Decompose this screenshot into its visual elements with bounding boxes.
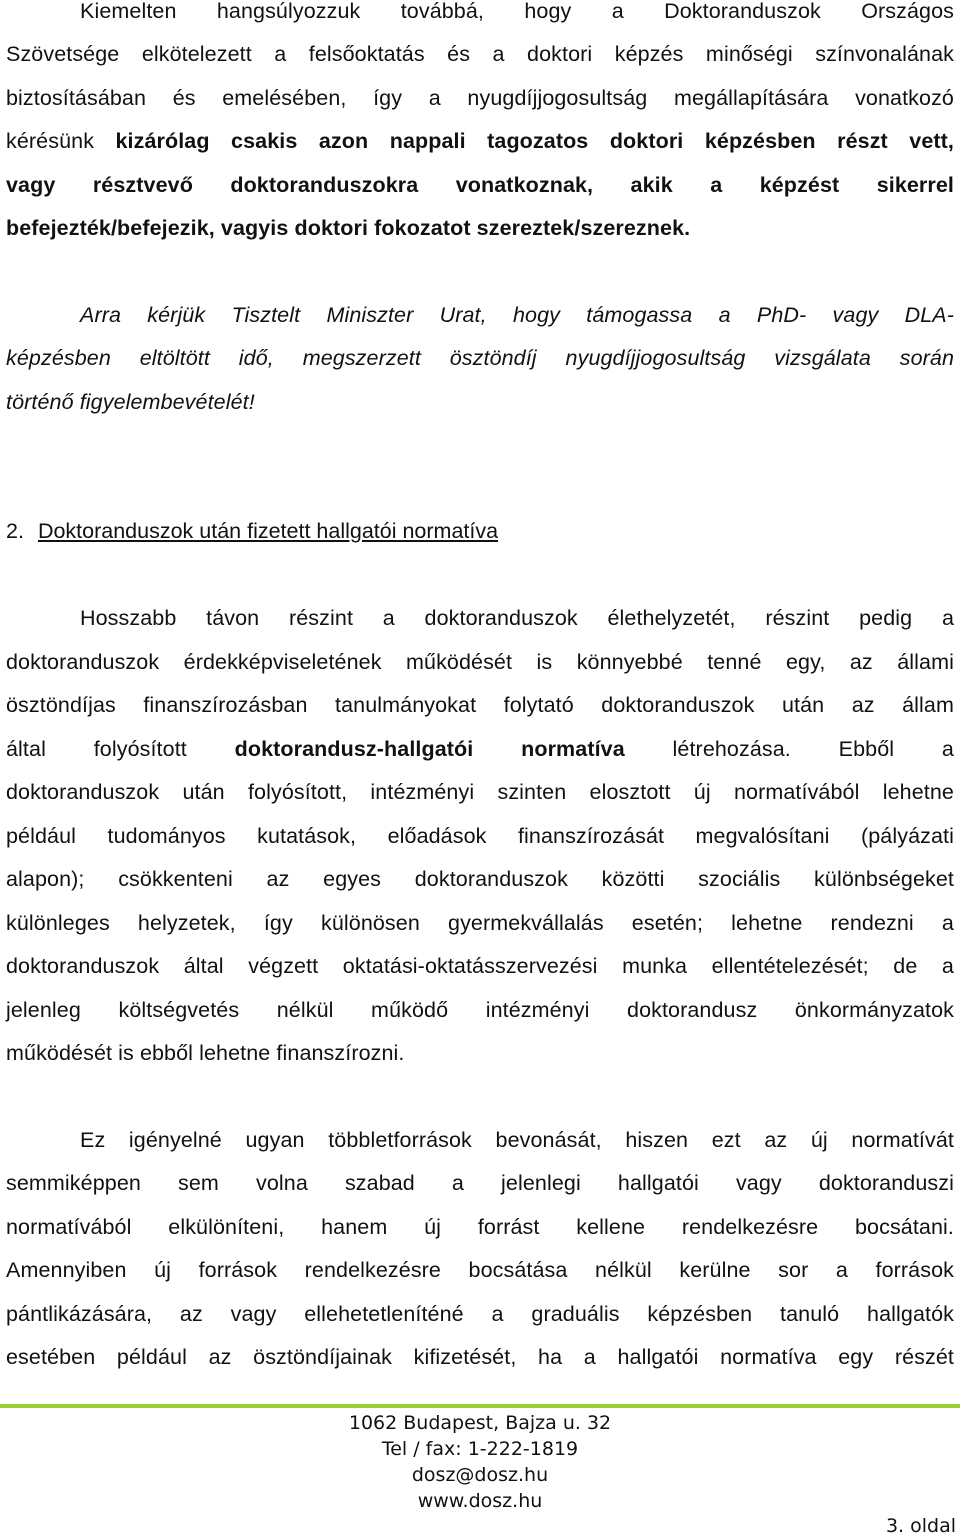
- text-line: biztosításában és emelésében, így a nyugdíjjogosultság megállapítására vonatkozó: [6, 86, 954, 110]
- italic-text-line: történő figyelembevételét!: [6, 390, 255, 414]
- page-number: 3. oldal: [885, 1515, 956, 1537]
- bold-text-line: vagy résztvevő doktoranduszokra vonatkoznak, akik a képzést sikerrel: [6, 173, 954, 197]
- footer-email[interactable]: dosz@dosz.hu: [411, 1464, 549, 1486]
- text-line: doktoranduszok érdekképviseletének működését is könnyebbé tenné egy, az állami: [6, 650, 954, 674]
- text-line: különleges helyzetek, így különösen gyermekvállalás esetén; lehetne rendezni a: [6, 911, 954, 935]
- italic-text-line: képzésben eltöltött idő, megszerzett ösztöndíj nyugdíjjogosultság vizsgálata során: [6, 346, 954, 370]
- text-line: esetében például az ösztöndíjainak kifizetését, ha a hallgatói normatíva egy részét: [6, 1345, 954, 1369]
- footer-address: 1062 Budapest, Bajza u. 32: [348, 1412, 612, 1434]
- text-line: például tudományos kutatások, előadások finanszírozását megvalósítani (pályázati: [6, 824, 954, 848]
- text-line: Hosszabb távon részint a doktoranduszok élethelyzetét, részint pedig a: [80, 606, 954, 630]
- text-line: jelenleg költségvetés nélkül működő intézményi doktorandusz önkormányzatok: [6, 998, 954, 1022]
- text-span: létrehozása. Ebből a: [624, 737, 954, 761]
- text-line: Szövetsége elkötelezett a felsőoktatás és a doktori képzés minőségi színvonalának: [6, 42, 954, 66]
- section-title: Doktoranduszok után fizetett hallgatói normatíva: [37, 519, 499, 543]
- text-line: Kiemelten hangsúlyozzuk továbbá, hogy a Doktoranduszok Országos: [80, 0, 954, 23]
- text-line: [6, 128, 954, 154]
- bold-text: doktorandusz-hallgatói normatíva: [234, 737, 625, 761]
- text-span: kérésünk: [6, 129, 116, 153]
- footer-divider: [0, 1404, 960, 1408]
- text-line: doktoranduszok által végzett oktatási-oktatásszervezési munka ellentételezését; de a: [6, 954, 954, 978]
- text-line: működését is ebből lehetne finanszírozni.: [6, 1041, 405, 1065]
- text-line: pántlikázására, az vagy ellehetetleníténé a graduális képzésben tanuló hallgatók: [6, 1302, 954, 1326]
- text-line: alapon); csökkenteni az egyes doktoranduszok közötti szociális különbségeket: [6, 867, 954, 891]
- section-heading: [6, 518, 498, 544]
- italic-text-line: Arra kérjük Tisztelt Miniszter Urat, hogy támogassa a PhD- vagy DLA-: [80, 303, 954, 327]
- footer-website[interactable]: www.dosz.hu: [417, 1490, 543, 1512]
- section-number: 2.: [6, 519, 24, 543]
- text-line: ösztöndíjas finanszírozásban tanulmányokat folytató doktoranduszok után az állam: [6, 693, 954, 717]
- text-line: [6, 736, 954, 762]
- text-line: semmiképpen sem volna szabad a jelenlegi hallgatói vagy doktoranduszi: [6, 1171, 954, 1195]
- text-line: Ez igényelné ugyan többletforrások bevonását, hiszen ezt az új normatívát: [80, 1128, 954, 1152]
- footer-phone: Tel / fax: 1-222-1819: [381, 1438, 579, 1460]
- text-line: normatívából elkülöníteni, hanem új forrást kellene rendelkezésre bocsátani.: [6, 1215, 954, 1239]
- text-line: Amennyiben új források rendelkezésre bocsátása nélkül kerülne sor a források: [6, 1258, 954, 1282]
- bold-text: kizárólag csakis azon nappali tagozatos doktori képzésben részt vett,: [115, 129, 954, 153]
- text-line: doktoranduszok után folyósított, intézményi szinten elosztott új normatívából lehetne: [6, 780, 954, 804]
- bold-text-line: befejezték/befejezik, vagyis doktori fokozatot szereztek/szereznek.: [6, 216, 691, 240]
- text-span: által folyósított: [6, 737, 235, 761]
